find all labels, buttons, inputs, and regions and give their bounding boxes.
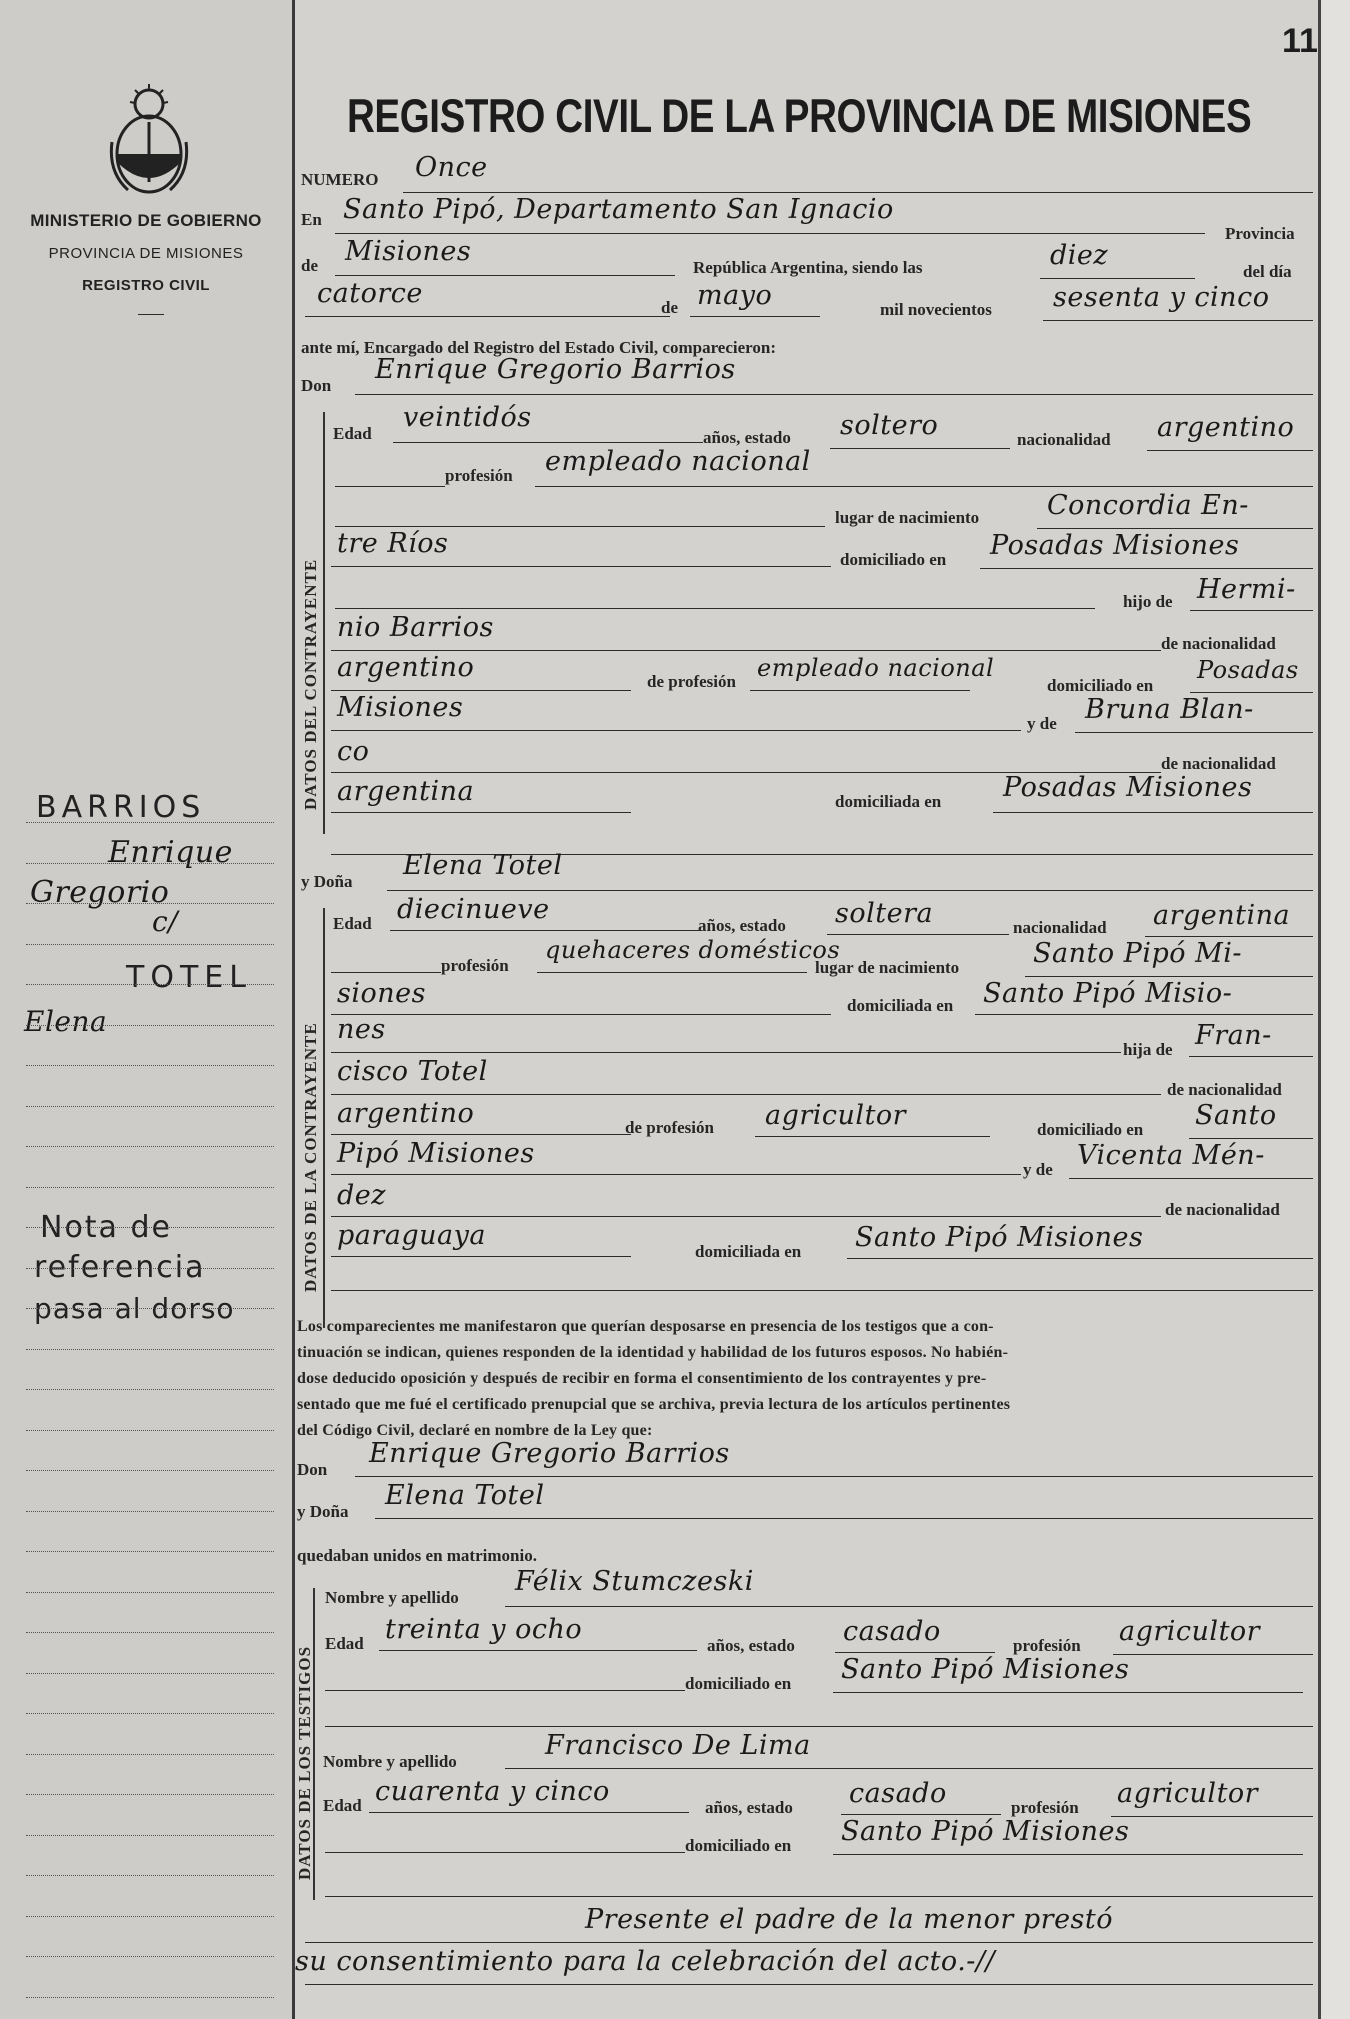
bride-madre-nac-value: paraguaya bbox=[337, 1220, 487, 1251]
mes-value: mayo bbox=[697, 280, 773, 311]
bride-edad-value: diecinueve bbox=[397, 894, 550, 925]
margin-rule bbox=[26, 822, 274, 823]
w2-domicilio-label: domiciliado en bbox=[685, 1836, 792, 1855]
y-dona-label: y Doña bbox=[301, 872, 353, 891]
bride-madre-value-1: Vicenta Mén- bbox=[1077, 1140, 1265, 1171]
margin-rule bbox=[26, 1268, 274, 1269]
bride-domicilio-value-2: nes bbox=[337, 1014, 386, 1045]
groom-madre-dom-value: Posadas Misiones bbox=[1003, 772, 1253, 803]
bride-hija-de-label: hija de bbox=[1123, 1040, 1173, 1059]
dona-2-value: Elena Totel bbox=[385, 1480, 545, 1511]
en-label: En bbox=[301, 210, 322, 229]
groom-padre-dom-value-1: Posadas bbox=[1197, 656, 1299, 684]
groom-profesion-value: empleado nacional bbox=[545, 446, 811, 477]
margin-surname-bride: TOTEL bbox=[126, 960, 252, 995]
w2-profesion-value: agricultor bbox=[1117, 1778, 1259, 1809]
bride-nacionalidad-value: argentina bbox=[1153, 900, 1291, 931]
w1-edad-value: treinta y ocho bbox=[385, 1614, 583, 1645]
bride-padre-nac-value: argentino bbox=[337, 1098, 475, 1129]
bride-madre-value-2: dez bbox=[337, 1180, 386, 1211]
w2-domicilio-value: Santo Pipó Misiones bbox=[841, 1816, 1130, 1847]
provincia-label: Provincia bbox=[1225, 224, 1295, 243]
w1-anos-label: años, estado bbox=[707, 1636, 795, 1655]
bride-y-de-label: y de bbox=[1023, 1160, 1053, 1179]
w1-domicilio-label: domiciliado en bbox=[685, 1674, 792, 1693]
bride-domicilio-value-1: Santo Pipó Misio- bbox=[983, 978, 1233, 1009]
bride-de-profesion-label: de profesión bbox=[625, 1118, 714, 1137]
don-2-label: Don bbox=[297, 1460, 328, 1479]
hora-value: diez bbox=[1050, 240, 1109, 271]
don-label: Don bbox=[301, 376, 332, 395]
groom-de-profesion-label: de profesión bbox=[647, 672, 736, 691]
margin-rule bbox=[26, 1673, 274, 1674]
margin-rule bbox=[26, 1308, 274, 1309]
registry-form bbox=[295, 0, 1315, 2019]
right-edge bbox=[1318, 0, 1350, 2019]
margin-surname-groom: BARRIOS bbox=[36, 790, 206, 825]
margin-rule bbox=[26, 1551, 274, 1552]
groom-estado-value: soltero bbox=[840, 410, 939, 441]
margin-rule bbox=[26, 1997, 274, 1998]
groom-domicilio-value: Posadas Misiones bbox=[990, 530, 1240, 561]
bride-profesion-value: quehaceres domésticos bbox=[545, 936, 841, 964]
w2-edad-label: Edad bbox=[323, 1796, 362, 1815]
groom-padre-dom-value-2: Misiones bbox=[337, 692, 464, 723]
margin-rule bbox=[26, 1956, 274, 1957]
groom-de-nacionalidad-label: de nacionalidad bbox=[1161, 634, 1276, 653]
bride-estado-value: soltera bbox=[835, 898, 934, 929]
margin-divider bbox=[138, 314, 164, 315]
margin-rule bbox=[26, 1875, 274, 1876]
margin-note-2: referencia bbox=[34, 1250, 206, 1285]
numero-value: Once bbox=[415, 152, 488, 183]
page-title: REGISTRO CIVIL DE LA PROVINCIA DE MISIONES bbox=[347, 89, 1252, 142]
groom-padre-value-1: Hermi- bbox=[1197, 574, 1296, 605]
bride-padre-dom-value-2: Pipó Misiones bbox=[337, 1138, 535, 1169]
groom-padre-prof-value: empleado nacional bbox=[757, 654, 995, 682]
don-2-value: Enrique Gregorio Barrios bbox=[369, 1438, 730, 1469]
groom-anos-label: años, estado bbox=[703, 428, 791, 447]
margin-rule bbox=[26, 1025, 274, 1026]
margin-rule bbox=[26, 903, 274, 904]
bride-lugar-nac-label: lugar de nacimiento bbox=[815, 958, 960, 977]
bride-lugar-nac-value-1: Santo Pipó Mi- bbox=[1033, 938, 1242, 969]
left-margin bbox=[0, 0, 295, 2019]
groom-lugar-nac-value-1: Concordia En- bbox=[1047, 490, 1249, 521]
de-label: de bbox=[301, 256, 318, 275]
groom-madre-dom-label: domiciliada en bbox=[835, 792, 942, 811]
margin-rule bbox=[26, 1470, 274, 1471]
margin-rule bbox=[26, 944, 274, 945]
margin-rule bbox=[26, 1794, 274, 1795]
province-label: PROVINCIA DE MISIONES bbox=[48, 245, 244, 262]
registry-label: REGISTRO CIVIL bbox=[82, 277, 210, 294]
legal-line-5: del Código Civil, declaré en nombre de la Ley que: bbox=[297, 1422, 653, 1439]
margin-names-groom-1: Enrique bbox=[108, 835, 233, 870]
w1-estado-value: casado bbox=[843, 1616, 941, 1647]
de-mes-label: de bbox=[661, 298, 678, 317]
margin-rule bbox=[26, 1713, 274, 1714]
lugar-value: Santo Pipó, Departamento San Ignacio bbox=[343, 194, 894, 225]
w2-profesion-label: profesión bbox=[1011, 1798, 1079, 1817]
bride-madre-dom-value: Santo Pipó Misiones bbox=[855, 1222, 1144, 1253]
margin-rule bbox=[26, 863, 274, 864]
del-dia-label: del día bbox=[1243, 262, 1292, 281]
groom-domicilio-label: domiciliado en bbox=[840, 550, 947, 569]
groom-lugar-nac-label: lugar de nacimiento bbox=[835, 508, 980, 527]
groom-name-value: Enrique Gregorio Barrios bbox=[375, 354, 736, 385]
groom-madre-value-1: Bruna Blan- bbox=[1085, 694, 1254, 725]
bride-padre-dom-value-1: Santo bbox=[1195, 1100, 1277, 1131]
bride-padre-prof-value: agricultor bbox=[765, 1100, 907, 1131]
provincia-value: Misiones bbox=[345, 236, 472, 267]
margin-rule bbox=[26, 1389, 274, 1390]
w1-edad-label: Edad bbox=[325, 1634, 364, 1653]
mil-label: mil novecientos bbox=[880, 300, 992, 319]
bride-edad-label: Edad bbox=[333, 914, 372, 933]
bride-lugar-nac-value-2: siones bbox=[337, 978, 426, 1009]
bride-domicilio-label: domiciliada en bbox=[847, 996, 954, 1015]
quedaban-text: quedaban unidos en matrimonio. bbox=[297, 1546, 537, 1565]
bride-padre-dom-label: domiciliado en bbox=[1037, 1120, 1144, 1139]
margin-rule bbox=[26, 1227, 274, 1228]
groom-madre-nac-label: de nacionalidad bbox=[1161, 754, 1276, 773]
margin-rule bbox=[26, 1349, 274, 1350]
margin-conj: c/ bbox=[152, 905, 179, 938]
ministry-label: MINISTERIO DE GOBIERNO bbox=[30, 211, 262, 230]
margin-rule bbox=[26, 1187, 274, 1188]
ante-mi-text: ante mí, Encargado del Registro del Estado Civil, comparecieron: bbox=[301, 338, 777, 357]
w2-nombre-value: Francisco De Lima bbox=[545, 1730, 811, 1761]
groom-padre-dom-label: domiciliado en bbox=[1047, 676, 1154, 695]
groom-edad-value: veintidós bbox=[403, 402, 532, 433]
legal-line-4: sentado que me fué el certificado prenupcial que se archiva, previa lectura de los artículos pertinentes bbox=[297, 1396, 1011, 1413]
groom-edad-label: Edad bbox=[333, 424, 372, 443]
w1-nombre-label: Nombre y apellido bbox=[325, 1588, 459, 1607]
w2-estado-value: casado bbox=[849, 1778, 947, 1809]
w2-anos-label: años, estado bbox=[705, 1798, 793, 1817]
bride-padre-value-2: cisco Totel bbox=[337, 1056, 488, 1087]
w1-profesion-label: profesión bbox=[1013, 1636, 1081, 1655]
bride-nacionalidad-label: nacionalidad bbox=[1013, 918, 1107, 937]
margin-rule bbox=[26, 1916, 274, 1917]
margin-names-groom-2: Gregorio bbox=[30, 875, 170, 910]
groom-lugar-nac-value-2: tre Ríos bbox=[337, 528, 449, 559]
groom-padre-nac-value: argentino bbox=[337, 652, 475, 683]
margin-rule bbox=[26, 1754, 274, 1755]
groom-nacionalidad-value: argentino bbox=[1157, 412, 1295, 443]
note-line-2: su consentimiento para la celebración del acto.-// bbox=[295, 1946, 996, 1977]
legal-line-3: dose deducido oposición y después de recibir en forma el consentimiento de los contrayentes y pre- bbox=[297, 1370, 987, 1387]
bride-madre-dom-label: domiciliada en bbox=[695, 1242, 802, 1261]
page-number: 11 bbox=[1282, 22, 1318, 60]
margin-note-3: pasa al dorso bbox=[34, 1292, 235, 1325]
bride-profesion-label: profesión bbox=[441, 956, 509, 975]
coat-of-arms-icon bbox=[108, 82, 190, 197]
groom-hijo-de-label: hijo de bbox=[1123, 592, 1173, 611]
side-label-contrayente: DATOS DEL CONTRAYENTE bbox=[301, 558, 320, 810]
groom-y-de-label: y de bbox=[1027, 714, 1057, 733]
groom-nacionalidad-label: nacionalidad bbox=[1017, 430, 1111, 449]
side-label-contrayente-f: DATOS DE LA CONTRAYENTE bbox=[301, 1022, 320, 1292]
bride-padre-value-1: Fran- bbox=[1195, 1020, 1272, 1051]
groom-madre-value-2: co bbox=[337, 736, 370, 767]
margin-names-bride: Elena bbox=[24, 1005, 108, 1038]
dia-value: catorce bbox=[317, 278, 423, 309]
bride-de-nacionalidad-label: de nacionalidad bbox=[1167, 1080, 1282, 1099]
dona-2-label: y Doña bbox=[297, 1502, 349, 1521]
side-label-testigos: DATOS DE LOS TESTIGOS bbox=[295, 1645, 314, 1880]
w2-edad-value: cuarenta y cinco bbox=[375, 1776, 610, 1807]
bride-madre-nac-label: de nacionalidad bbox=[1165, 1200, 1280, 1219]
note-line-1: Presente el padre de la menor prestó bbox=[585, 1904, 1114, 1935]
margin-rule bbox=[26, 1065, 274, 1066]
bride-anos-label: años, estado bbox=[698, 916, 786, 935]
legal-line-1: Los comparecientes me manifestaron que querían desposarse en presencia de los testigos que a con- bbox=[297, 1318, 994, 1335]
margin-rule bbox=[26, 984, 274, 985]
groom-padre-value-2: nio Barrios bbox=[337, 612, 494, 643]
legal-line-2: tinuación se indican, quienes responden de la identidad y habilidad de los futuros esposos. No habién- bbox=[297, 1344, 1009, 1361]
w1-profesion-value: agricultor bbox=[1119, 1616, 1261, 1647]
margin-rule bbox=[26, 1106, 274, 1107]
margin-rule bbox=[26, 1592, 274, 1593]
margin-rule bbox=[26, 1835, 274, 1836]
groom-profesion-label: profesión bbox=[445, 466, 513, 485]
margin-note-1: Nota de bbox=[40, 1210, 172, 1245]
margin-rule bbox=[26, 1511, 274, 1512]
groom-madre-nac-value: argentina bbox=[337, 776, 475, 807]
republica-label: República Argentina, siendo las bbox=[693, 258, 923, 277]
w1-domicilio-value: Santo Pipó Misiones bbox=[841, 1654, 1130, 1685]
w1-nombre-value: Félix Stumczeski bbox=[515, 1566, 754, 1597]
numero-label: NUMERO bbox=[301, 170, 379, 189]
margin-rule bbox=[26, 1632, 274, 1633]
anio-value: sesenta y cinco bbox=[1053, 282, 1270, 313]
bride-name-value: Elena Totel bbox=[403, 850, 563, 881]
w2-nombre-label: Nombre y apellido bbox=[323, 1752, 457, 1771]
margin-rule bbox=[26, 1146, 274, 1147]
margin-rule bbox=[26, 1430, 274, 1431]
